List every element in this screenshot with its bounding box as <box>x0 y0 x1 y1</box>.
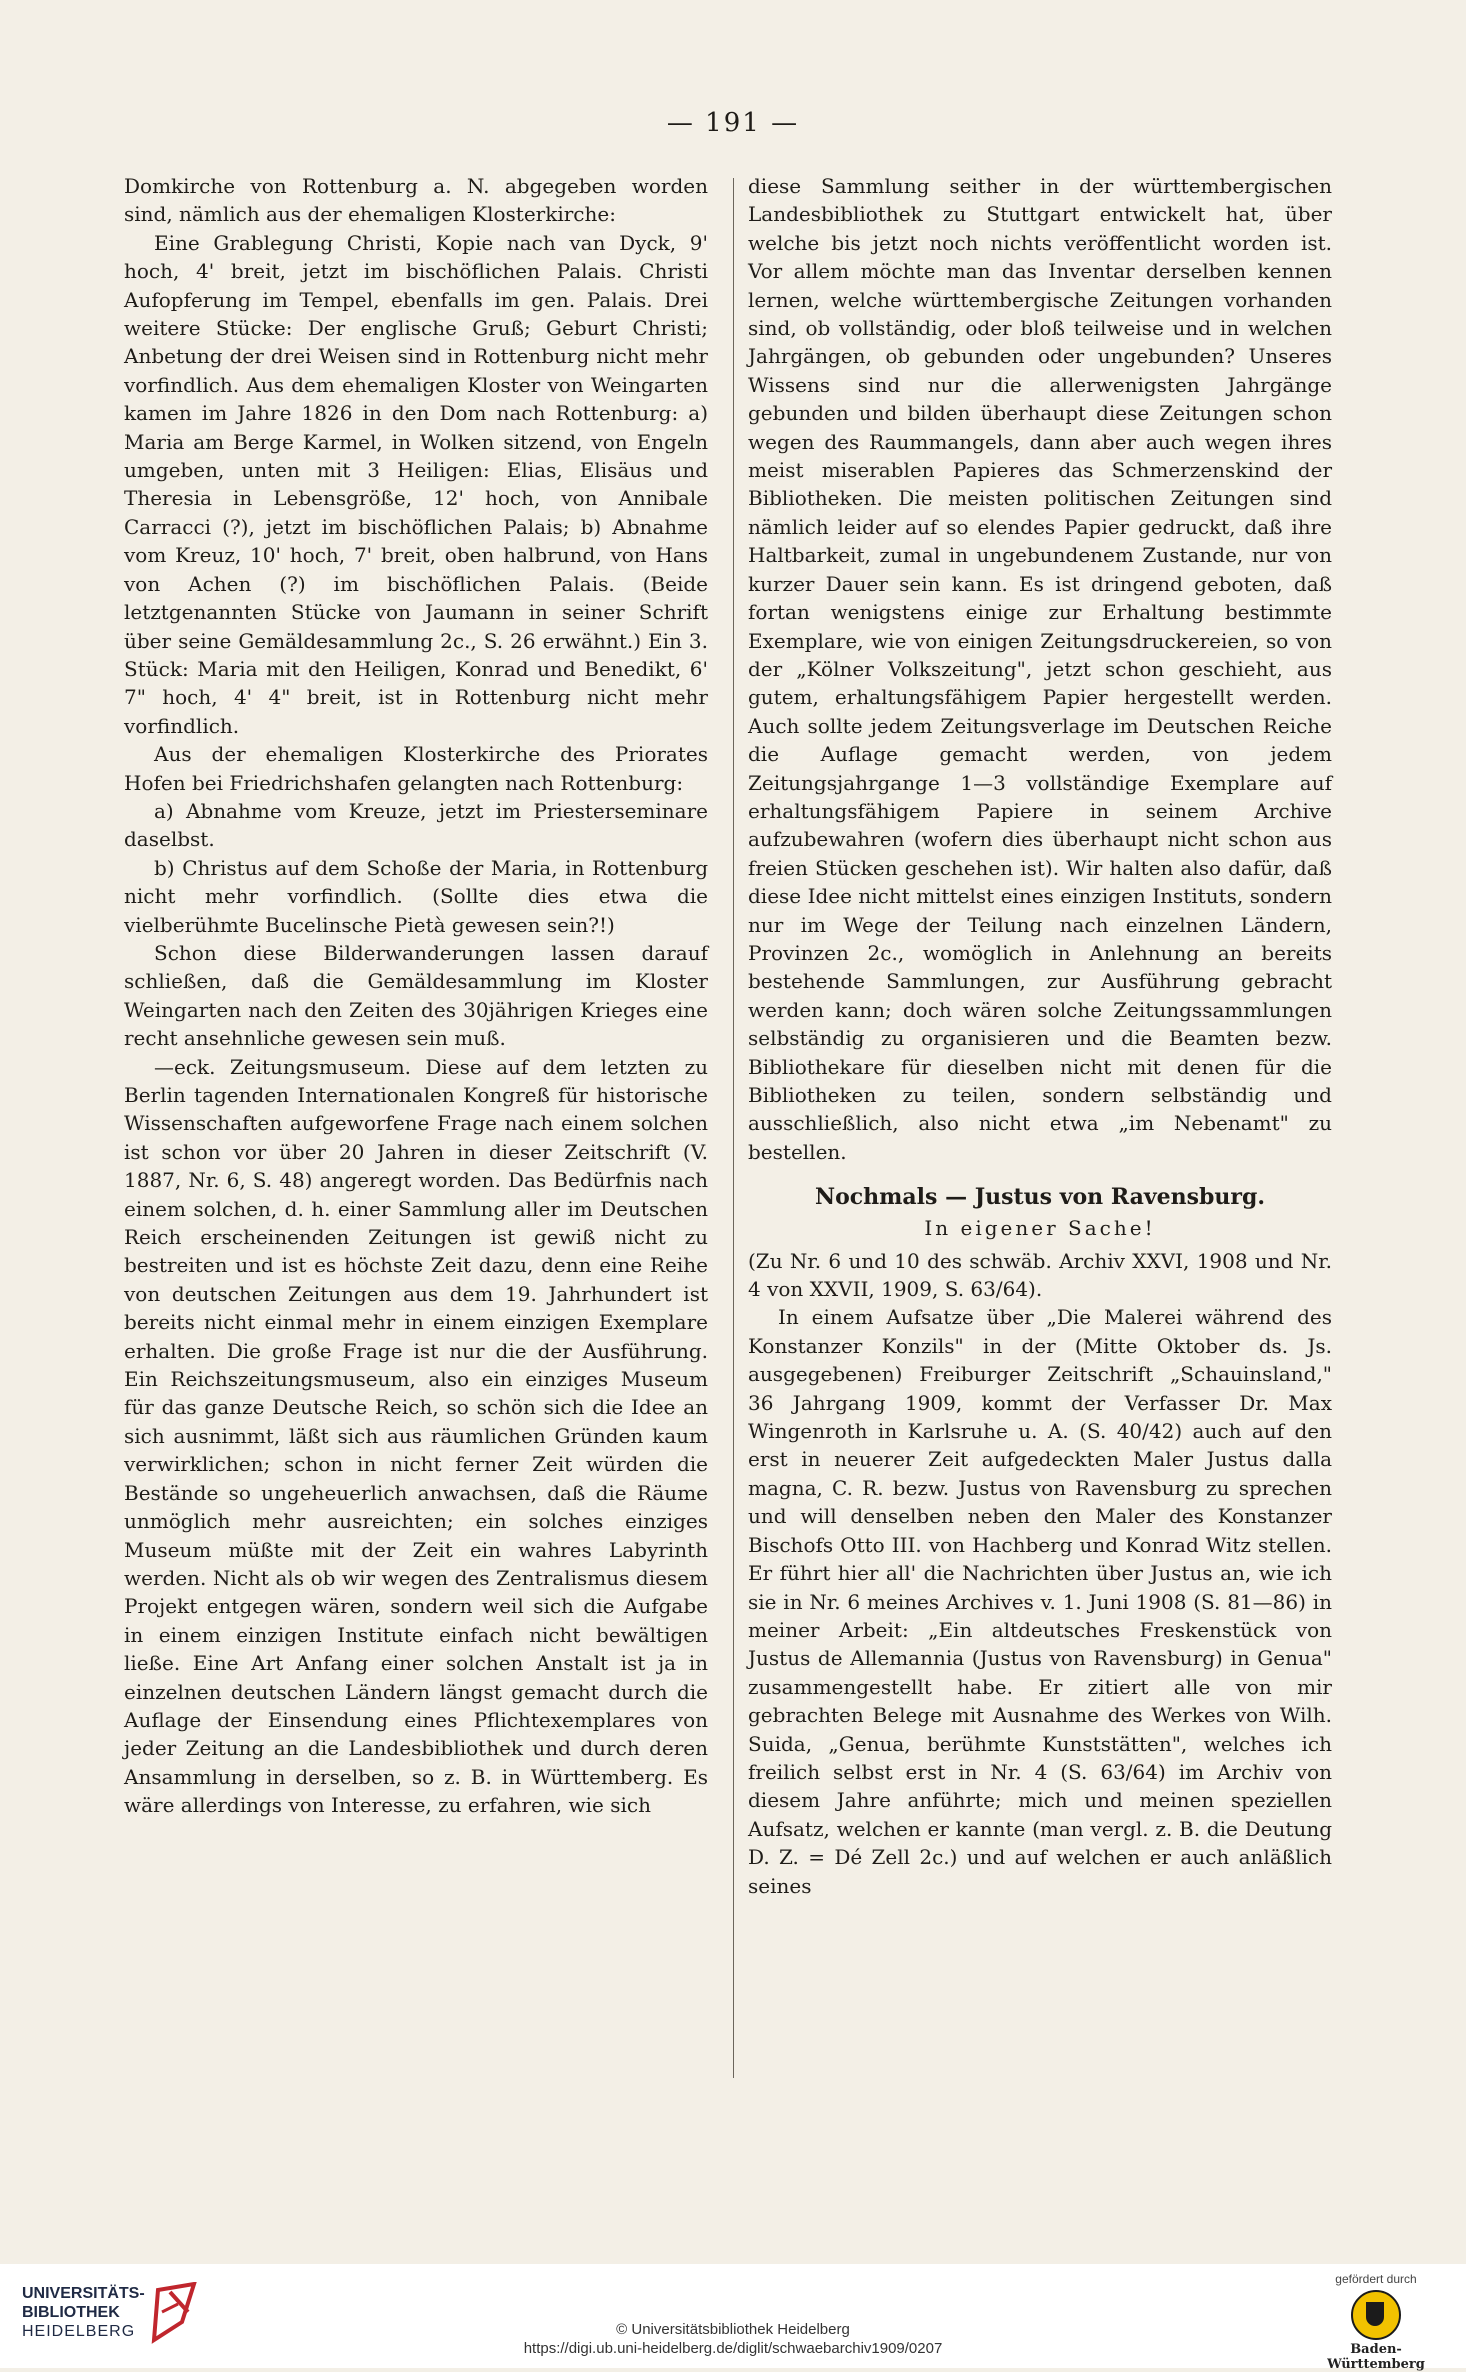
right-paragraph: diese Sammlung seither in der württembergischen Landesbibliothek zu Stuttgart entwickelt hat, über welche bis jetzt noch nichts veröffentlicht worden ist. Vor allem möchte man das Inventar derselben kennen lernen, welche württembergische Zeitungen vorhanden sind, ob vollständig, oder bloß teilweise und in welchen Jahrgängen, ob gebunden oder ungebunden? Unseres Wissens sind nur die allerwenigsten Jahrgänge gebunden und bilden überhaupt diese Zeitungen schon wegen des Raummangels, dann aber auch wegen ihres meist miserablen Papieres das Schmerzenskind der Bibliotheken. Die meisten politischen Zeitungen sind nämlich leider auf so elendes Papier gedruckt, daß ihre Haltbarkeit, zumal in ungebundenem Zustande, nur von kurzer Dauer sein kann. Es ist dringend geboten, daß fortan wenigstens einige zur Erhaltung bestimmte Exemplare, wie von einigen Zeitungsdruckereien, so von der „Kölner Volkszeitung", jetzt schon geschieht, aus gutem, erhaltungsfähigem Papier hergestellt werden. Auch sollte jedem Zeitungsverlage im Deutschen Reiche die Auflage gemacht werden, von jedem Zeitungsjahrgange 1—3 vollständige Exemplare auf erhaltungsfähigem Papiere in seinem Archive aufzubewahren (wofern dies überhaupt nicht schon aus freien Stücken geschehen ist). Wir halten also dafür, daß diese Idee nicht mittelst eines einzigen Instituts, sondern nur im Wege der Teilung nach einzelnen Ländern, Provinzen 2c., womöglich in Anlehnung an bereits bestehende Sammlungen, zur Ausführung gebracht werden kann; doch wären solche Zeitungssammlungen selbständig zu organisieren und die Beamten bezw. Bibliothekare für dieselben nicht mit denen für die Bibliotheken zu teilen, sondern selbständig und ausschließlich, also nicht etwa „im Nebenamt" zu bestellen. <box>748 174 1332 1164</box>
right-paragraph: (Zu Nr. 6 und 10 des schwäb. Archiv XXVI, 1908 und Nr. 4 von XXVII, 1909, S. 63/64). <box>748 1248 1332 1302</box>
right-column <box>748 172 1332 1900</box>
column-divider <box>733 178 734 2078</box>
left-column <box>124 172 708 1820</box>
library-name: UNIVERSITÄTS- BIBLIOTHEK HEIDELBERG <box>22 2285 145 2340</box>
left-paragraph: Schon diese Bilderwanderungen lassen darauf schließen, daß die Gemäldesammlung im Kloster Weingarten nach den Zeiten des 30jährigen Krieges eine recht ansehnliche gewesen sein muß. <box>124 940 708 1051</box>
left-paragraph: —eck. Zeitungsmuseum. Diese auf dem letzten zu Berlin tagenden Internationalen Kongreß für historische Wissenschaften aufgeworfene Frage nach einem solchen ist schon vor über 20 Jahren in dieser Zeitschrift (V. 1887, Nr. 6, S. 48) angeregt worden. Das Bedürfnis nach einem solchen, d. h. einer Sammlung aller im Deutschen Reich erscheinenden Zeitungen ist gewiß nicht zu bestreiten und ist es höchste Zeit dazu, denn eine Reihe von deutschen Zeitungen aus dem 19. Jahrhundert ist bereits nicht einmal mehr in einem einzigen Exemplare erhalten. Die große Frage ist nur die der Ausführung. Ein Reichszeitungsmuseum, also ein einziges Museum für das ganze Deutsche Reich, so schön sich die Idee an sich ausnimmt, läßt sich aus räumlichen Gründen kaum verwirklichen; schon in nicht ferner Zeit würden die Bestände so ungeheuerlich anwachsen, daß die Räume unmöglich mehr ausreichten; ein solches einziges Museum müßte mit der Zeit ein wahres Labyrinth werden. Nicht als ob wir wegen des Zentralismus diesem Projekt entgegen wären, sondern weil sich die Aufgabe in einem einzigen Institute einfach nicht bewältigen ließe. Eine Art Anfang einer solchen Anstalt ist ja in einzelnen deutschen Ländern längst gemacht durch die Auflage der Einsendung eines Pflichtexemplares von jeder Zeitung an die Landesbibliothek und durch deren Ansammlung in derselben, so z. B. in Württemberg. Es wäre allerdings von Interesse, zu erfahren, wie sich <box>124 1054 708 1818</box>
permalink[interactable]: https://digi.ub.uni-heidelberg.de/diglit/schwaebarchiv1909/0207 <box>523 2340 943 2357</box>
left-paragraph: Eine Grablegung Christi, Kopie nach van Dyck, 9' hoch, 4' breit, jetzt im bischöflichen Palais. Christi Aufopferung im Tempel, ebenfalls im gen. Palais. Drei weitere Stücke: Der englische Gruß; Geburt Christi; Anbetung der drei Weisen sind in Rottenburg nicht mehr vorfindlich. Aus dem ehemaligen Kloster von Weingarten kamen im Jahre 1826 in den Dom nach Rottenburg: a) Maria am Berge Karmel, in Wolken sitzend, von Engeln umgeben, unten mit 3 Heiligen: Elias, Elisäus und Theresia in Lebensgröße, 12' hoch, von Annibale Carracci (?), jetzt im bischöflichen Palais; b) Abnahme vom Kreuz, 10' hoch, 7' breit, oben halbrund, von Hans von Achen (?) im bischöflichen Palais. (Beide letztgenannten Stücke von Jaumann in seiner Schrift über seine Gemäldesammlung 2c., S. 26 erwähnt.) Ein 3. Stück: Maria mit den Heiligen, Konrad und Benedikt, 6' 7" hoch, 4' 4" breit, ist in Rottenburg nicht mehr vorfindlich. <box>124 230 708 738</box>
section-heading: Nochmals — Justus von Ravensburg. <box>814 1184 1266 1211</box>
left-paragraph: a) Abnahme vom Kreuze, jetzt im Priesterseminare daselbst. <box>124 798 708 852</box>
copyright-notice: © Universitätsbibliothek Heidelberg https://digi.ub.uni-heidelberg.de/diglit/schwaebarchiv1909/0207 <box>523 2321 943 2357</box>
left-paragraph: b) Christus auf dem Schoße der Maria, in Rottenburg nicht mehr vorfindlich. (Sollte dies etwa die vielberühmte Bucelinsche Pietà gewesen sein?!) <box>124 855 708 937</box>
left-paragraph: Domkirche von Rottenburg a. N. abgegeben worden sind, nämlich aus der ehemaligen Klosterkirche: <box>124 174 708 227</box>
left-paragraph: Aus der ehemaligen Klosterkirche des Priorates Hofen bei Friedrichshafen gelangten nach Rottenburg: <box>124 742 708 795</box>
right-paragraph: In einem Aufsatze über „Die Malerei während des Konstanzer Konzils" in der (Mitte Oktober ds. Js. ausgegebenen) Freiburger Zeitschrift „Schauinsland," 36 Jahrgang 1909, kommt der Verfasser Dr. Max Wingenroth in Karlsruhe u. A. (S. 40/42) auch auf den erst in neuerer Zeit aufgedeckten Maler Justus dalla magna, C. R. bezw. Justus von Ravensburg zu sprechen und will denselben neben den Maler des Konstanzer Bischofs Otto III. von Hachberg und Konrad Witz stellen. Er führt hier all' die Nachrichten über Justus an, wie ich sie in Nr. 6 meines Archives v. 1. Juni 1908 (S. 81—86) in meiner Arbeit: „Ein altdeutsches Freskenstück von Justus de Allemannia (Justus von Ravensburg) in Genua" zusammengestellt habe. Er zitiert alle von mir gebrachten Belege mit Ausnahme des Werkes von Wilh. Suida, „Genua, berühmte Kunststätten", welches ich freilich selbst erst in Nr. 4 (S. 63/64) im Archiv von diesem Jahre anführte; mich und meinen speziellen Aufsatz, welchen er kannte (man vergl. z. B. die Deutung D. Z. = Dé Zell 2c.) und auf welchen er auch anläßlich seines <box>748 1305 1332 1898</box>
section-subheading: In eigener Sache! <box>924 1216 1156 1241</box>
page-number: — 191 — <box>666 108 800 138</box>
state-crest-icon <box>1351 2290 1401 2340</box>
sponsor-logo[interactable]: gefördert durch Baden-Württemberg <box>1327 2272 1425 2372</box>
footer <box>0 2264 1466 2372</box>
